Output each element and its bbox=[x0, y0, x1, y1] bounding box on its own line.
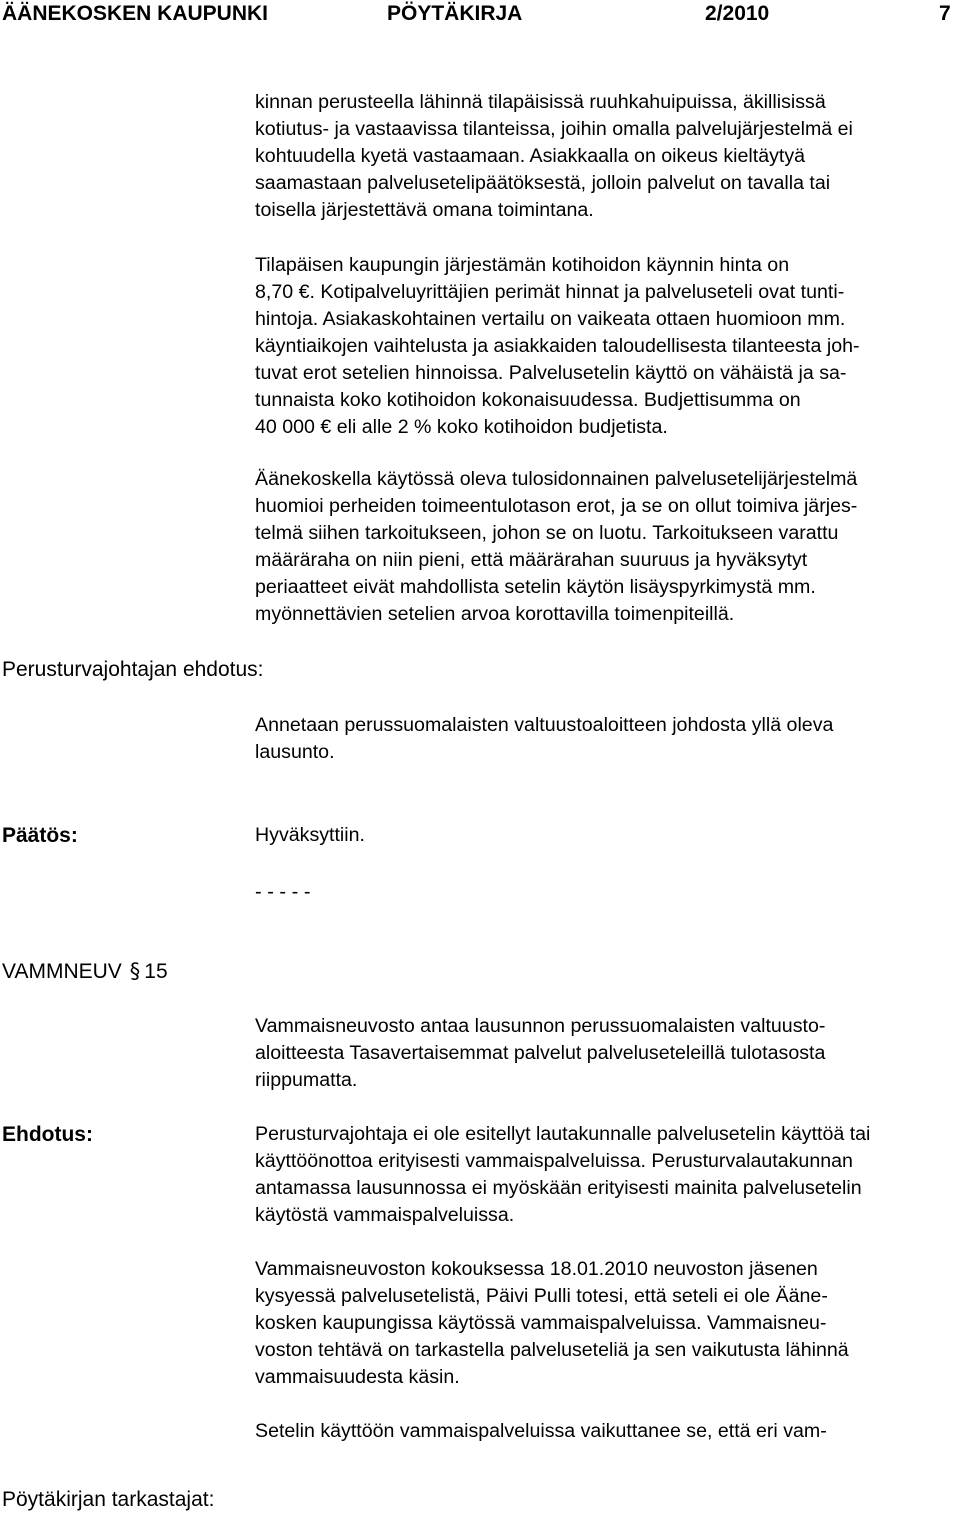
text-line: käytöstä vammaispalveluissa. bbox=[255, 1204, 515, 1226]
separator-dashes: - - - - - bbox=[255, 881, 311, 903]
text-line: Perusturvajohtaja ei ole esitellyt lautakunnalle palvelusetelin käyttöä tai bbox=[255, 1123, 871, 1145]
text-line: 40 000 € eli alle 2 % koko kotihoidon budjetista. bbox=[255, 416, 668, 438]
text-line: kotiutus- ja vastaavissa tilanteissa, joihin omalla palvelujärjestelmä ei bbox=[255, 118, 853, 140]
text-line: käyntiaikojen vaihtelusta ja asiakkaiden taloudellisesta tilanteesta joh- bbox=[255, 335, 860, 357]
page-number: 7 bbox=[939, 2, 951, 25]
paragraph-sign: § bbox=[129, 959, 141, 983]
text-line: antamassa lausunnossa ei myöskään erityisesti mainita palvelusetelin bbox=[255, 1177, 862, 1199]
text-line: kosken kaupungissa käytössä vammaispalveluissa. Vammaisneu- bbox=[255, 1312, 827, 1334]
paragraph-voucher-use bbox=[255, 1418, 960, 1445]
text-line: tunnaista koko kotihoidon kokonaisuudessa. Budjettisumma on bbox=[255, 389, 801, 411]
paragraph-council-meeting bbox=[255, 1256, 960, 1391]
section-number: 15 bbox=[144, 960, 168, 983]
paragraph-disability-council-statement bbox=[255, 1013, 960, 1094]
paragraph-director-proposal bbox=[255, 712, 960, 766]
section-code: VAMMNEUV bbox=[2, 960, 122, 983]
text-line: Äänekoskella käytössä oleva tulosidonnainen palvelusetelijärjestelmä bbox=[255, 468, 858, 490]
paragraph-home-care-price bbox=[255, 252, 960, 441]
text-line: toisella järjestettävä omana toimintana. bbox=[255, 199, 594, 221]
text-line: voston tehtävä on tarkastella palveluseteliä ja sen vaikutusta lähinnä bbox=[255, 1339, 849, 1361]
text-line: 8,70 €. Kotipalveluyrittäjien perimät hinnat ja palveluseteli ovat tunti- bbox=[255, 281, 845, 303]
label-minutes-checkers: Pöytäkirjan tarkastajat: bbox=[2, 1488, 215, 1511]
text-line: telmä siihen tarkoitukseen, johon se on luotu. Tarkoitukseen varattu bbox=[255, 522, 839, 544]
text-line: vammaisuudesta käsin. bbox=[255, 1366, 460, 1388]
text-line: kysyessä palvelusetelistä, Päivi Pulli totesi, että seteli ei ole Ääne- bbox=[255, 1285, 828, 1307]
label-decision: Päätös: bbox=[2, 824, 78, 847]
label-proposal: Ehdotus: bbox=[2, 1123, 93, 1146]
document-number: 2/2010 bbox=[705, 2, 770, 25]
text-line: Vammaisneuvosto antaa lausunnon perussuomalaisten valtuusto- bbox=[255, 1015, 826, 1037]
document-type: PÖYTÄKIRJA bbox=[387, 2, 523, 25]
text-line: määräraha on niin pieni, että määrärahan suuruus ja hyväksytyt bbox=[255, 549, 808, 571]
organization-name: ÄÄNEKOSKEN KAUPUNKI bbox=[2, 2, 269, 25]
label-director-proposal: Perusturvajohtajan ehdotus: bbox=[2, 658, 264, 681]
text-line: kinnan perusteella lähinnä tilapäisissä ruuhkahuipuissa, äkillisissä bbox=[255, 91, 826, 113]
text-line: Tilapäisen kaupungin järjestämän kotihoidon käynnin hinta on bbox=[255, 254, 790, 276]
text-line: hintoja. Asiakaskohtainen vertailu on vaikeata ottaen huomioon mm. bbox=[255, 308, 846, 330]
text-line: aloitteesta Tasavertaisemmat palvelut palveluseteleillä tulotasosta bbox=[255, 1042, 826, 1064]
paragraph-service-voucher-usage bbox=[255, 89, 960, 224]
text-line: periaatteet eivät mahdollista setelin käytön lisäyspyrkimystä mm. bbox=[255, 576, 816, 598]
text-line: lausunto. bbox=[255, 741, 335, 763]
paragraph-decision bbox=[255, 822, 960, 849]
text-line: Setelin käyttöön vammaispalveluissa vaikuttanee se, että eri vam- bbox=[255, 1420, 827, 1442]
text-line: riippumatta. bbox=[255, 1069, 358, 1091]
section-heading bbox=[2, 958, 168, 985]
paragraph-income-based-system bbox=[255, 466, 960, 628]
text-line: tuvat erot setelien hinnoissa. Palvelusetelin käyttö on vähäistä ja sa- bbox=[255, 362, 847, 384]
text-line: huomioi perheiden toimeentulotason erot, ja se on ollut toimiva järjes- bbox=[255, 495, 858, 517]
text-line: Annetaan perussuomalaisten valtuustoaloitteen johdosta yllä oleva bbox=[255, 714, 834, 736]
text-line: kohtuudella kyetä vastaamaan. Asiakkaalla on oikeus kieltäytyä bbox=[255, 145, 806, 167]
text-line: saamastaan palvelusetelipäätöksestä, jolloin palvelut on tavalla tai bbox=[255, 172, 831, 194]
text-line: käyttöönottoa erityisesti vammaispalveluissa. Perusturvalautakunnan bbox=[255, 1150, 853, 1172]
text-line: myönnettävien setelien arvoa korottavilla toimenpiteillä. bbox=[255, 603, 735, 625]
paragraph-proposal bbox=[255, 1121, 960, 1229]
text-line: Hyväksyttiin. bbox=[255, 824, 365, 846]
text-line: Vammaisneuvoston kokouksessa 18.01.2010 neuvoston jäsenen bbox=[255, 1258, 818, 1280]
